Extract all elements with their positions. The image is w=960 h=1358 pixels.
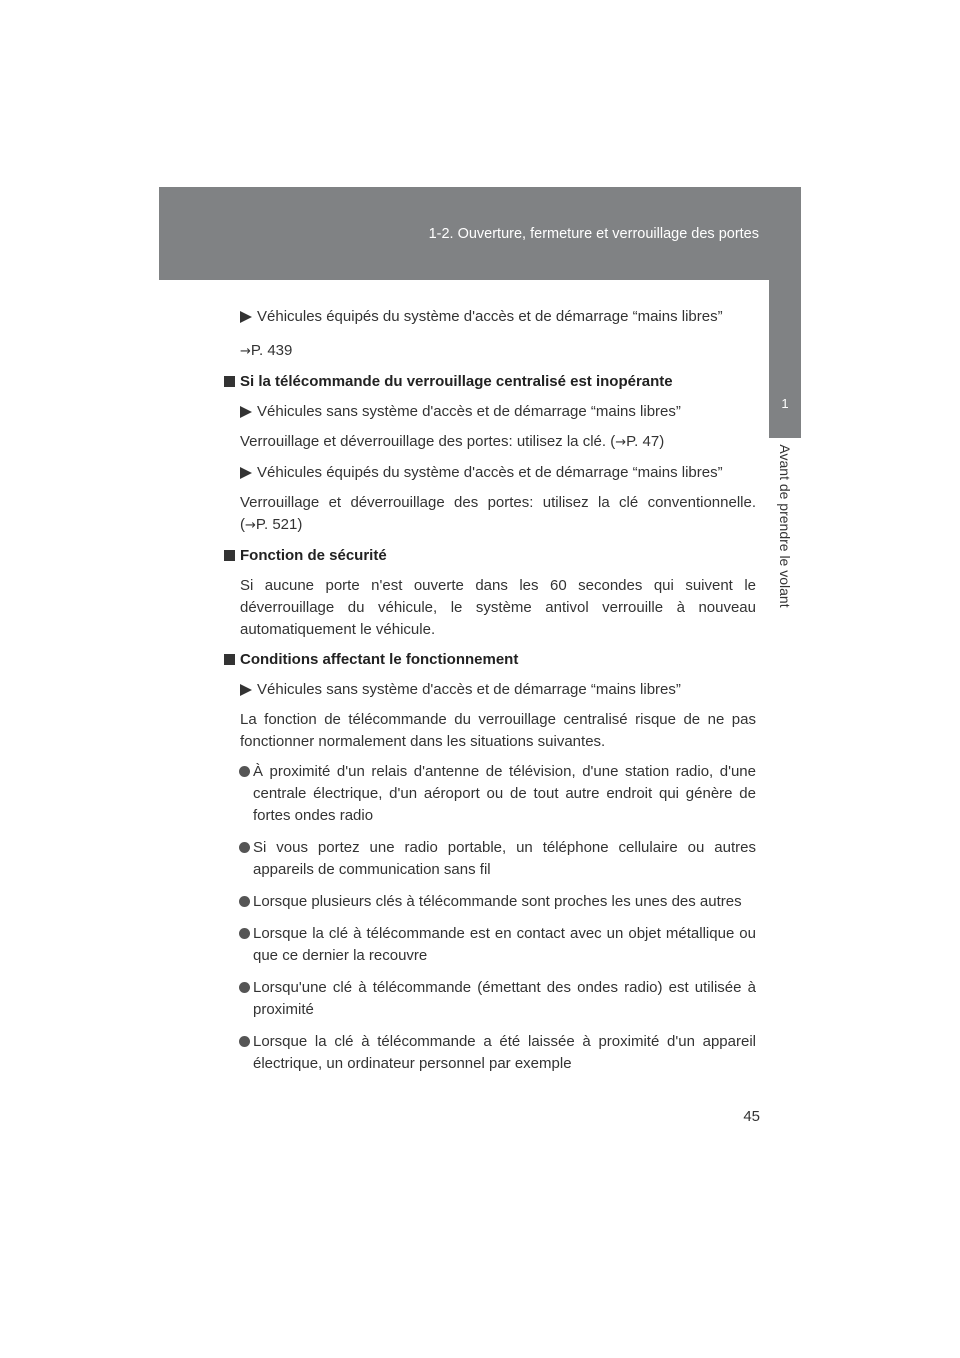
square-bullet-icon xyxy=(224,376,235,387)
page-reference xyxy=(222,340,756,363)
page-reference-link[interactable]: P. 439 xyxy=(250,342,293,359)
list-item xyxy=(222,761,756,827)
round-bullet-icon xyxy=(239,896,250,907)
paragraph-text: Verrouillage et déverrouillage des portes: utilisez la clé. ( xyxy=(240,433,616,450)
list-item-text: Lorsqu'une clé à télécommande (émettant des ondes radio) est utilisée à proximité xyxy=(253,979,756,1018)
list-item-text: Si vous portez une radio portable, un téléphone cellulaire ou autres appareils de communication sans fil xyxy=(253,839,756,878)
section-heading-text: Conditions affectant le fonctionnement xyxy=(240,651,519,668)
vehicle-type-text: Véhicules sans système d'accès et de démarrage “mains libres” xyxy=(257,403,681,420)
header-band xyxy=(159,187,801,280)
square-bullet-icon xyxy=(224,654,235,665)
arrow-right-icon: → xyxy=(240,344,251,359)
round-bullet-icon xyxy=(239,1036,250,1047)
chapter-number: 1 xyxy=(781,396,789,411)
paragraph xyxy=(222,431,756,454)
chapter-title-vertical: Avant de prendre le volant xyxy=(777,444,793,608)
round-bullet-icon xyxy=(239,928,250,939)
page-reference-link[interactable]: P. 521) xyxy=(255,516,303,533)
round-bullet-icon xyxy=(239,842,250,853)
triangle-bullet-icon xyxy=(240,467,252,479)
round-bullet-icon xyxy=(239,982,250,993)
triangle-bullet-icon xyxy=(240,406,252,418)
paragraph xyxy=(222,492,756,537)
square-bullet-icon xyxy=(224,550,235,561)
vehicle-type-text: Véhicules équipés du système d'accès et de démarrage “mains libres” xyxy=(257,464,723,481)
triangle-bullet-icon xyxy=(240,311,252,323)
paragraph-paren: ( xyxy=(240,516,245,533)
vehicle-type-heading xyxy=(222,401,756,423)
vehicle-type-text: Véhicules équipés du système d'accès et de démarrage “mains libres” xyxy=(257,308,723,325)
list-item-text: Lorsque la clé à télécommande a été laissée à proximité d'un appareil électrique, un ordinateur personnel par exemple xyxy=(253,1033,756,1072)
list-item xyxy=(222,977,756,1021)
section-heading-text: Si la télécommande du verrouillage centralisé est inopérante xyxy=(240,373,673,390)
list-item xyxy=(222,1031,756,1075)
list-item-text: À proximité d'un relais d'antenne de télévision, d'une station radio, d'une centrale électrique, d'un aéroport ou de tout autre endroit qui génère de fortes ondes radio xyxy=(253,763,756,824)
arrow-right-icon: → xyxy=(615,435,627,450)
paragraph: La fonction de télécommande du verrouillage centralisé risque de ne pas fonctionner normalement dans les situations suivantes. xyxy=(240,711,756,750)
list-item-text: Lorsque la clé à télécommande est en contact avec un objet métallique ou que ce dernier la recouvre xyxy=(253,925,756,964)
section-heading-text: Fonction de sécurité xyxy=(240,547,387,564)
list-item-text: Lorsque plusieurs clés à télécommande sont proches les unes des autres xyxy=(253,893,742,910)
list-item xyxy=(222,923,756,967)
round-bullet-icon xyxy=(239,766,250,777)
vehicle-type-heading xyxy=(222,679,756,701)
section-heading xyxy=(222,545,756,567)
section-heading xyxy=(222,371,756,393)
page-reference-link[interactable]: P. 47) xyxy=(626,433,665,450)
paragraph: Si aucune porte n'est ouverte dans les 60 secondes qui suivent le déverrouillage du véhicule, le système antivol verrouille à nouveau automatiquement le véhicule. xyxy=(240,577,756,638)
page-number: 45 xyxy=(743,1108,760,1125)
list-item xyxy=(222,837,756,881)
arrow-right-icon: → xyxy=(245,518,256,533)
section-header-title: 1-2. Ouverture, fermeture et verrouillage des portes xyxy=(428,226,759,242)
vehicle-type-heading xyxy=(222,306,756,328)
chapter-tab xyxy=(769,280,801,438)
vehicle-type-text: Véhicules sans système d'accès et de démarrage “mains libres” xyxy=(257,681,681,698)
paragraph-text: Verrouillage et déverrouillage des portes: utilisez la clé conventionnelle. xyxy=(240,494,756,511)
vehicle-type-heading xyxy=(222,462,756,484)
triangle-bullet-icon xyxy=(240,684,252,696)
section-heading xyxy=(222,649,756,671)
page-content xyxy=(222,306,756,1075)
list-item xyxy=(222,891,756,913)
